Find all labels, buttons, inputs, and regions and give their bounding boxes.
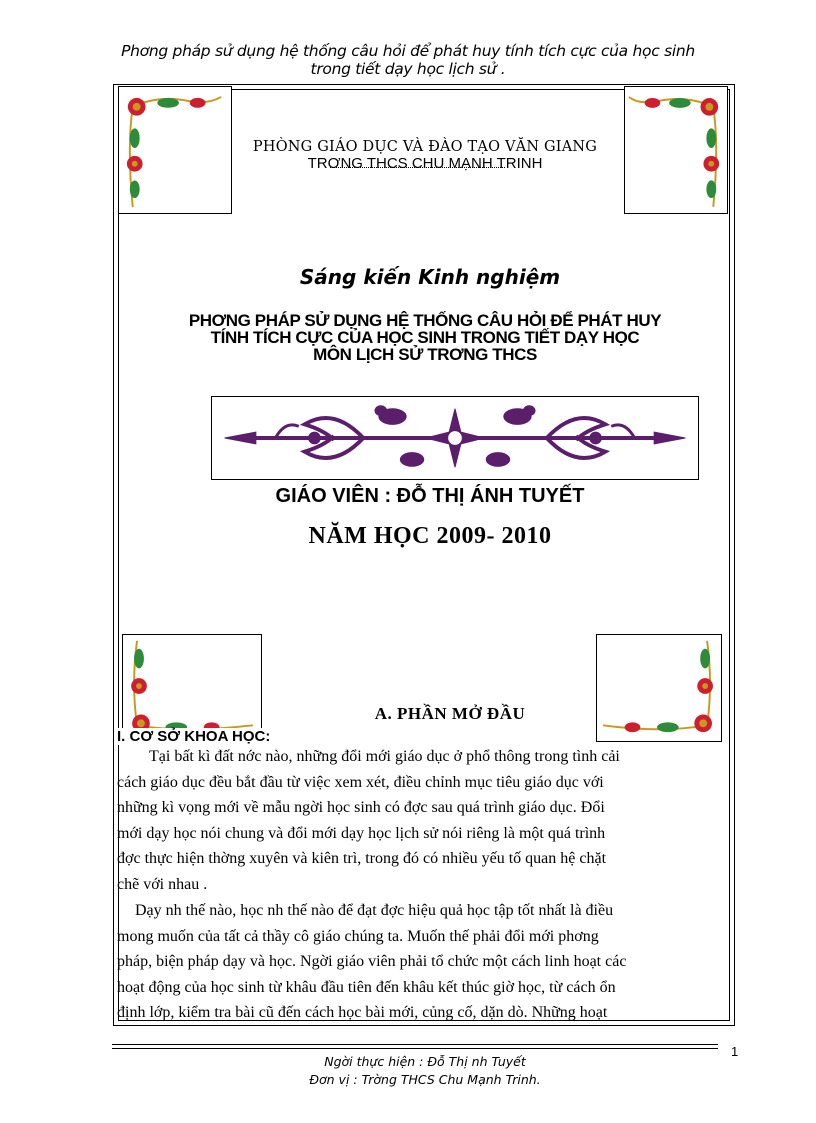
subsection-heading: I. CƠ SỞ KHOA HỌC: [117,728,271,745]
footer-rule [112,1048,718,1049]
paragraph-2 [117,898,735,1026]
paragraph-1 [117,744,735,898]
paragraph-line: mới dạy học nói chung và đổi mới dạy học lịch sử nói riêng là một quá trình [117,824,606,842]
dotted-underline [330,166,505,168]
topic-title [150,312,700,363]
corner-ornament-bottom-right-icon [596,634,722,742]
corner-ornament-bottom-left-icon [122,634,262,742]
paragraph-line: đợc thực hiện thờng xuyên và kiên trì, trong đó có nhiều yếu tố quan hệ chặt [117,850,607,868]
section-heading: A. PHẦN MỞ ĐẦU [374,704,526,723]
decorative-divider-ornament-icon [211,396,699,480]
paragraph-line: định lớp, kiểm tra bài cũ đến cách học bài mới, củng cố, dặn dò. Những hoạt [117,1004,608,1022]
footer-rule [112,1044,718,1045]
paragraph-line: pháp, biện pháp dạy và học. Ngời giáo viên phải tổ chức một cách linh hoạt các [117,953,627,971]
topic-title-line-1: PHƠNG PHÁP SỬ DỤNG HỆ THỐNG CÂU HỎI ĐỂ PHÁT HUY [188,311,662,330]
paragraph-line: chẽ với nhau . [117,875,208,893]
paragraph-line: mong muốn của tất cả thầy cô giáo chúng ta. Muốn thế phải đổi mới phơng [117,927,599,945]
paragraph-line: cách giáo dục đều bắt đầu từ việc xem xét, điều chỉnh mục tiêu giáo dục với [117,773,604,791]
paragraph-line: hoạt động của học sinh từ khâu đầu tiên đến khâu kết thúc giờ học, từ cách ổn [117,978,616,996]
department-name: PHÒNG GIÁO DỤC VÀ ĐÀO TẠO VĂN GIANG [252,139,598,155]
paragraph-line: Dạy nh thế nào, học nh thế nào để đạt đợc hiệu quả học tập tốt nhất là điều [135,902,614,919]
header-title-line-2: trong tiết dạy học lịch sử . [310,60,506,78]
school-name: TRƠNG THCS CHU MẠNH TRINH [307,155,543,172]
paragraph-line: Tại bất kì đất nớc nào, những đổi mới giáo dục ở phổ thông trong tình cải [149,748,620,765]
corner-ornament-top-left-icon [118,86,232,214]
topic-title-line-3: MÔN LỊCH SỬ TRƠNG THCS [313,345,537,364]
school-year: NĂM HỌC 2009- 2010 [308,523,552,549]
teacher-name: GIÁO VIÊN : ĐỖ THỊ ÁNH TUYẾT [275,485,585,507]
topic-title-line-2: TÍNH TÍCH CỰC CỦA HỌC SINH TRONG TIẾT DẠY HỌC [210,328,640,347]
footer-unit: Đơn vị : Trờng THCS Chu Mạnh Trinh. [309,1072,541,1087]
header-title-line-1: Phơng pháp sử dụng hệ thống câu hỏi để phát huy tính tích cực của học sinh [121,42,695,60]
paragraph-line: những kì vọng mới về mẫu ngời học sinh có đợc sau quá trình giáo dục. Đổi [117,799,605,817]
document-type: Sáng kiến Kinh nghiệm [299,265,561,289]
page-number: 1 [731,1044,739,1059]
corner-ornament-top-right-icon [624,86,728,214]
footer-author: Ngời thực hiện : Đỗ Thị nh Tuyết [324,1054,526,1069]
